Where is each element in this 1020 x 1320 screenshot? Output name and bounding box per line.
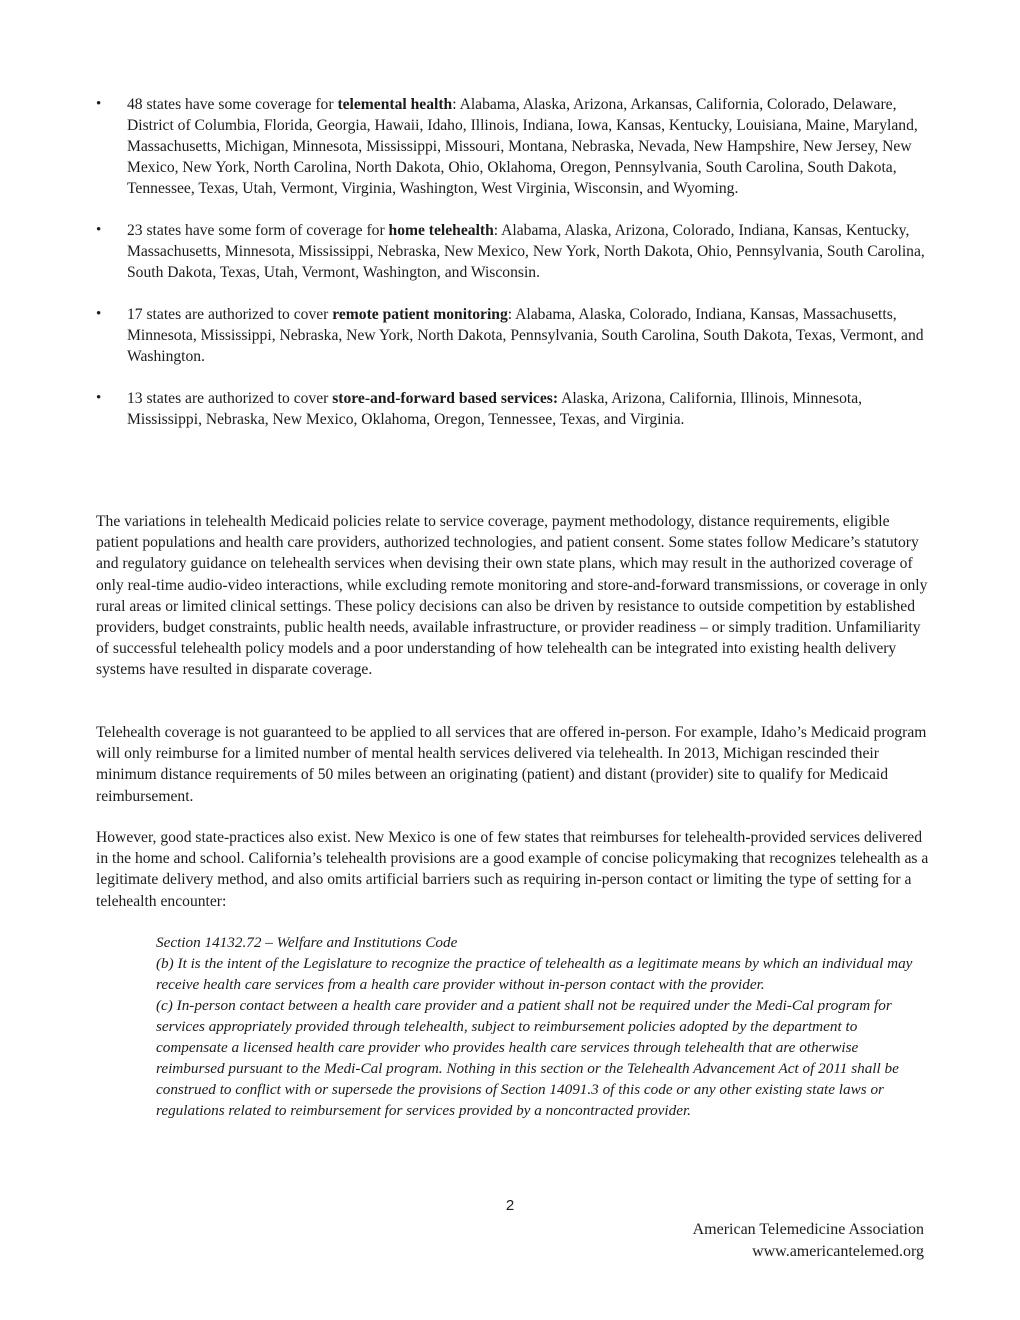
bullet-lead: 13 states are authorized to cover (127, 390, 333, 407)
paragraph-policy-variations: The variations in telehealth Medicaid policies relate to service coverage, payment methodology, distance requirements, eligible patient populations and health care providers, authorized technologies, and patient consent. Some states follow Medicare’s statutory and regulatory guidance on telehealth services when devising their own state plans, which may result in the authorized coverage of only real-time audio-video interactions, while excluding remote monitoring and store-and-forward transmissions, or coverage in only rural areas or limited clinical settings. These policy decisions can also be driven by resistance to outside competition by established providers, budget constraints, public health needs, available infrastructure, or provider readiness – or simply tradition. Unfamiliarity of successful telehealth policy models and a poor understanding of how telehealth can be integrated into existing health delivery systems have resulted in disparate coverage. (96, 513, 928, 679)
bullet-term: remote patient monitoring (332, 306, 508, 323)
bullet-term: home telehealth (388, 222, 494, 239)
statute-clause-c: (c) In-person contact between a health care provider and a patient shall not be required under the Medi-Cal program for services appropriately provided through telehealth, subject to reimbursement policies adopted by the department to compensate a licensed health care provider who provides health care services through telehealth that are otherwise reimbursed pursuant to the Medi-Cal program. Nothing in this section or the Telehealth Advancement Act of 2011 shall be construed to conflict with or supersede the provisions of Section 14091.3 of this code or any other existing state laws or regulations related to reimbursement for services provided by a noncontracted provider. (156, 997, 899, 1119)
bullet-term: telemental health (337, 96, 453, 113)
bullet-dot-icon: • (96, 96, 102, 112)
bullet-lead: 17 states are authorized to cover (127, 306, 333, 323)
bullet-telemental-health (96, 94, 932, 199)
footer (693, 1219, 924, 1263)
statute-heading: Section 14132.72 – Welfare and Institutions Code (156, 934, 458, 951)
footer-organization: American Telemedicine Association (692, 1221, 924, 1238)
bullet-home-telehealth (96, 220, 932, 283)
bullet-dot-icon: • (96, 390, 102, 406)
bullet-states: : Alabama, Alaska, Arizona, Arkansas, California, Colorado, Delaware, District of Columbia, Florida, Georgia, Hawaii, Idaho, Illinois, Indiana, Iowa, Kansas, Kentucky, Louisiana, Maine, Maryland, Massachusetts, Michigan, Minnesota, Mississippi, Missouri, Montana, Nebraska, Nevada, New Hampshire, New Jersey, New Mexico, New York, North Carolina, North Dakota, Ohio, Oklahoma, Oregon, Pennsylvania, South Carolina, South Dakota, Tennessee, Texas, Utah, Vermont, Virginia, Washington, West Virginia, Wisconsin, and Wyoming. (127, 96, 918, 197)
statute-clause-b: (b) It is the intent of the Legislature to recognize the practice of telehealth as a legitimate means by which an individual may receive health care services from a health care provider without in-person contact with the provider. (156, 955, 913, 993)
bullet-remote-patient-monitoring (96, 304, 932, 367)
paragraph-coverage-not-guaranteed: Telehealth coverage is not guaranteed to be applied to all services that are offered in-person. For example, Idaho’s Medicaid program will only reimburse for a limited number of mental health services delivered via telehealth. In 2013, Michigan rescinded their minimum distance requirements of 50 miles between an originating (patient) and distant (provider) site to qualify for Medicaid reimbursement. (96, 724, 927, 805)
bullet-states: Alaska, Arizona, California, Illinois, Minnesota, Mississippi, Nebraska, New Mexico, Oklahoma, Oregon, Tennessee, Texas, and Virginia. (127, 390, 863, 428)
bullet-lead: 48 states have some coverage for (127, 96, 338, 113)
bullet-states: : Alabama, Alaska, Colorado, Indiana, Kansas, Massachusetts, Minnesota, Mississippi, Nebraska, New York, North Dakota, Pennsylvania, South Carolina, South Dakota, Texas, Vermont, and Washington. (127, 306, 924, 365)
coverage-bullet-list (96, 94, 932, 451)
paragraph-good-practices: However, good state-practices also exist. New Mexico is one of few states that reimburses for telehealth-provided services delivered in the home and school. California’s telehealth provisions are a good example of concise policymaking that recognizes telehealth as a legitimate delivery method, and also omits artificial barriers such as requiring in-person contact or limiting the type of setting for a telehealth encounter: (96, 829, 929, 910)
bullet-term: store-and-forward based services: (332, 390, 559, 407)
page-number: 2 (505, 1197, 515, 1214)
bullet-states: : Alabama, Alaska, Arizona, Colorado, Indiana, Kansas, Kentucky, Massachusetts, Minnesota, Mississippi, Nebraska, New Mexico, New York, North Dakota, Ohio, Pennsylvania, South Carolina, South Dakota, Texas, Utah, Vermont, Washington, and Wisconsin. (127, 222, 925, 281)
bullet-dot-icon: • (96, 306, 102, 322)
bullet-dot-icon: • (96, 222, 102, 238)
bullet-lead: 23 states have some form of coverage for (127, 222, 389, 239)
footer-website-link[interactable]: www.americantelemed.org (752, 1243, 924, 1260)
bullet-store-and-forward (96, 388, 932, 430)
statute-quote (156, 932, 926, 1121)
